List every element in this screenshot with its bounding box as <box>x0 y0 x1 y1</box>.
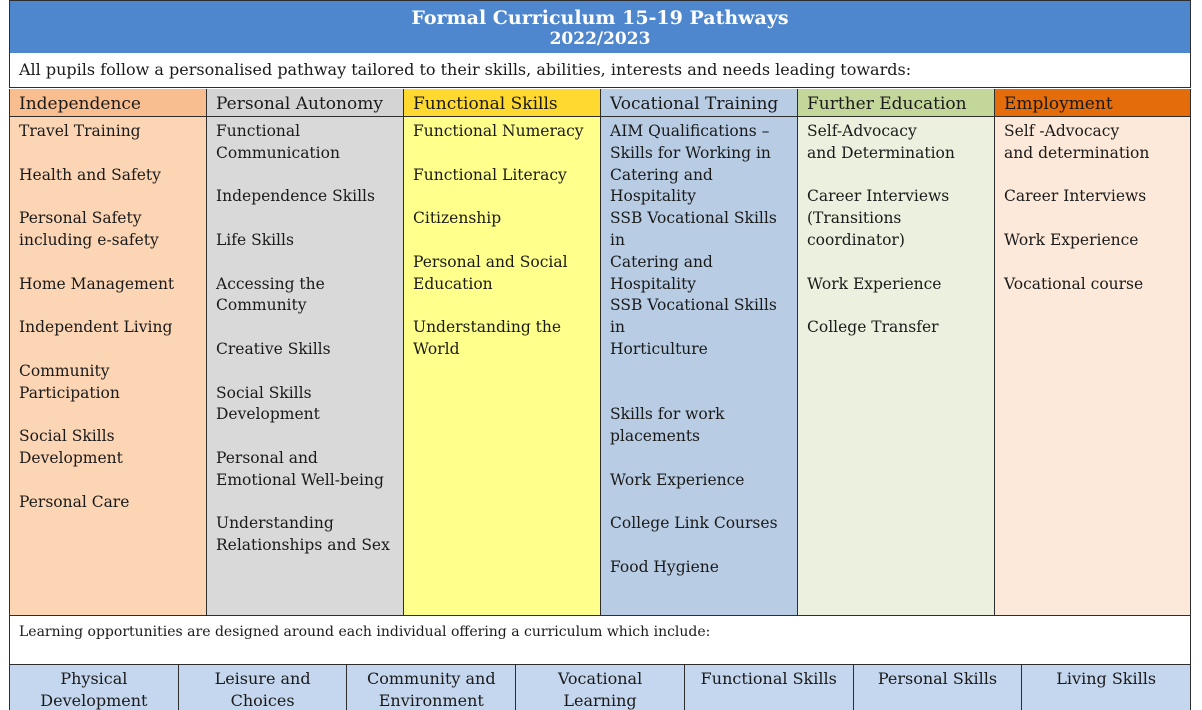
list-item: Understanding Relationships and Sex <box>216 514 390 555</box>
column-functional-skills <box>404 89 601 615</box>
list-item: College Link Courses <box>610 514 778 533</box>
learning-area-cell: Personal Skills <box>854 665 1023 710</box>
column-body <box>601 117 797 615</box>
list-item: Independent Living <box>19 318 173 337</box>
list-item: Functional Communication <box>216 122 340 162</box>
list-item: Self -Advocacy and determination <box>1004 122 1150 162</box>
column-heading: Employment <box>995 89 1190 117</box>
list-item: Understanding the World <box>413 318 562 358</box>
list-item: Self-Advocacy and Determination <box>807 122 955 162</box>
list-item: Social Skills Development <box>216 383 320 424</box>
list-item: Health and Safety <box>19 165 161 184</box>
learning-area-cell: Community and Environment <box>347 665 516 710</box>
column-body <box>798 117 994 615</box>
column-employment <box>995 89 1191 615</box>
learning-area-cell: Leisure and Choices <box>179 665 348 710</box>
column-heading: Functional Skills <box>404 89 600 117</box>
list-item: Career Interviews (Transitions coordinator) <box>807 187 950 249</box>
list-item: Food Hygiene <box>610 557 719 576</box>
list-item: Home Management <box>19 274 175 293</box>
column-body <box>995 117 1190 615</box>
pathway-columns <box>9 89 1191 616</box>
list-item: Career Interviews <box>1004 187 1147 206</box>
list-item: Personal and Emotional Well-being <box>216 448 384 489</box>
learning-area-cell: Physical Development <box>10 665 179 710</box>
list-item: SSB Vocational Skills in Horticulture <box>610 296 777 358</box>
column-vocational-training <box>601 89 798 615</box>
column-heading: Further Education <box>798 89 994 117</box>
list-item: Personal and Social Education <box>413 252 568 293</box>
list-item: Life Skills <box>216 230 294 249</box>
list-item: Vocational course <box>1004 274 1144 293</box>
list-item: Work Experience <box>1004 230 1139 249</box>
list-item: Accessing the Community <box>216 274 325 315</box>
column-heading: Vocational Training <box>601 89 797 117</box>
column-heading: Independence <box>10 89 206 117</box>
list-item: Skills for work placements <box>610 405 725 446</box>
list-item: Functional Literacy <box>413 165 567 184</box>
column-body <box>207 117 403 615</box>
document-title: Formal Curriculum 15-19 Pathways <box>411 7 789 29</box>
list-item: Citizenship <box>413 209 502 228</box>
list-item: Travel Training <box>19 122 141 140</box>
list-item: Social Skills Development <box>19 427 123 467</box>
document-year: 2022/2023 <box>549 29 651 49</box>
list-item: Work Experience <box>610 470 745 489</box>
list-item: Functional Numeracy <box>413 122 584 140</box>
list-item: Community Participation <box>19 361 120 402</box>
column-personal-autonomy <box>207 89 404 615</box>
list-item: Creative Skills <box>216 339 331 358</box>
list-item: Work Experience <box>807 274 942 293</box>
learning-areas-row <box>9 664 1191 710</box>
list-item: SSB Vocational Skills in Catering and Hospitality <box>610 209 777 293</box>
list-item: Personal Safety including e-safety <box>19 209 159 249</box>
curriculum-document <box>9 0 1191 710</box>
spacer <box>610 361 793 405</box>
column-further-education <box>798 89 995 615</box>
column-body <box>404 117 600 615</box>
intro-text: All pupils follow a personalised pathway tailored to their skills, abilities, interests and needs leading towards: <box>9 53 1191 88</box>
column-body <box>10 117 206 615</box>
learning-area-cell: Living Skills <box>1022 665 1191 710</box>
learning-area-cell: Functional Skills <box>685 665 854 710</box>
learning-area-cell: Vocational Learning <box>516 665 685 710</box>
list-item: College Transfer <box>807 318 939 337</box>
list-item: Personal Care <box>19 492 130 511</box>
list-item: AIM Qualifications – Skills for Working in Catering and Hospitality <box>610 122 771 206</box>
title-banner <box>9 0 1191 54</box>
column-heading: Personal Autonomy <box>207 89 403 117</box>
column-independence <box>10 89 207 615</box>
learning-opportunities-text: Learning opportunities are designed around each individual offering a curriculum which include: <box>9 616 1191 664</box>
list-item: Independence Skills <box>216 187 375 206</box>
